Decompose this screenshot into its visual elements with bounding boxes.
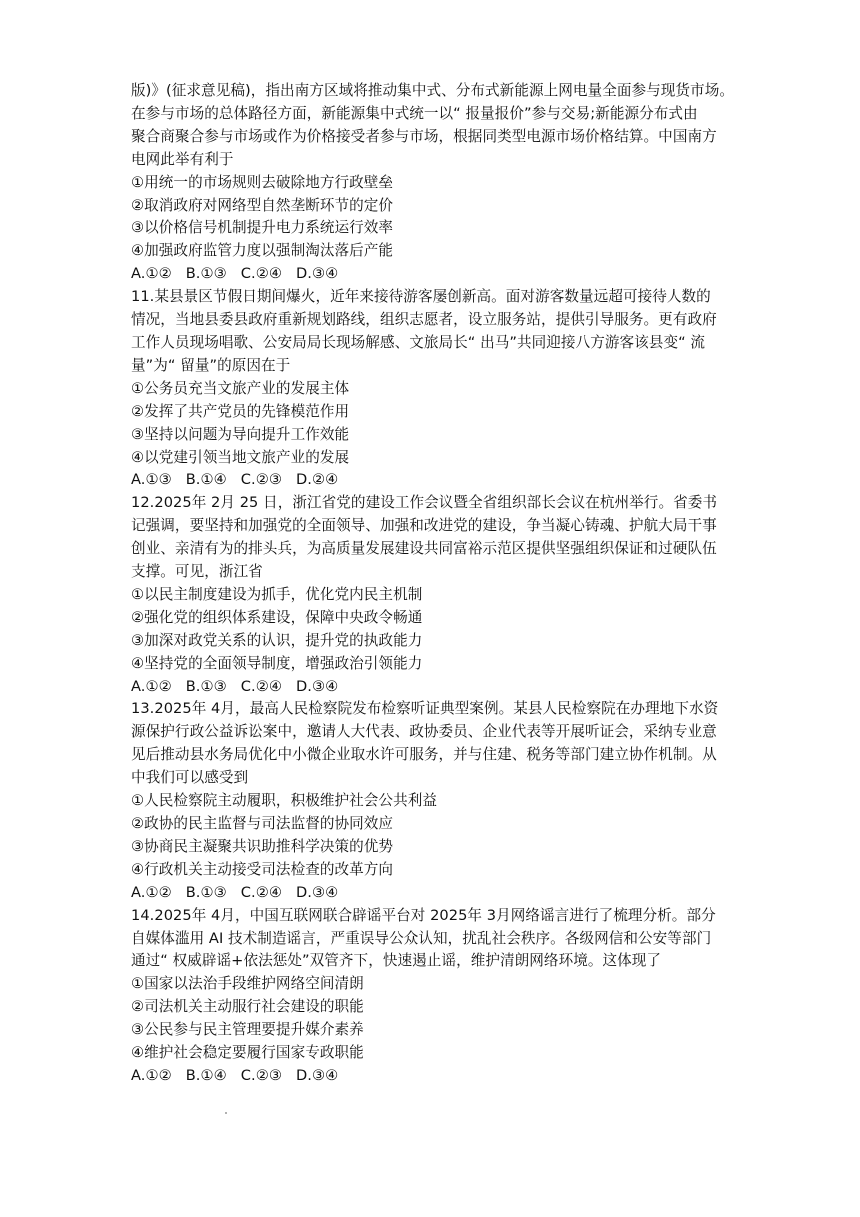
- option-a: A.①②: [131, 677, 172, 695]
- choice-item-4: ④以党建引领当地文旅产业的发展: [131, 448, 350, 466]
- question-14: [131, 905, 731, 1088]
- question-text-line: 聚合商聚合参与市场或作为价格接受者参与市场，根据同类型电源市场价格结算。中国南方: [131, 127, 717, 145]
- answer-options: [131, 882, 731, 905]
- option-d: D.③④: [295, 677, 339, 695]
- question-text-line: 见后推动县水务局优化中小微企业取水许可服务，并与住建、税务等部门建立协作机制。从: [131, 746, 717, 764]
- choice-item-2: ②发挥了共产党员的先锋模范作用: [131, 402, 350, 420]
- choice-item-3: ③公民参与民主管理要提升媒介素养: [131, 1021, 364, 1039]
- option-c: C.②③: [240, 1066, 282, 1084]
- question-10: [131, 80, 734, 286]
- choice-item-2: ②取消政府对网络型自然垄断环节的定价: [131, 196, 394, 214]
- choice-item-3: ③加深对政党关系的认识，提升党的执政能力: [131, 631, 423, 649]
- question-text-line: 量”为“ 留量”的原因在于: [131, 356, 291, 374]
- choice-item-4: ④坚持党的全面领导制度，增强政治引领能力: [131, 654, 423, 672]
- option-d: D.③④: [295, 1066, 339, 1084]
- choice-item-4: ④维护社会稳定要履行国家专政职能: [131, 1044, 364, 1062]
- choice-item-3: ③坚持以问题为导向提升工作效能: [131, 425, 350, 443]
- choice-item-1: ①国家以法治手段维护网络空间清朗: [131, 975, 364, 993]
- question-text-line: 13.2025年 4月，最高人民检察院发布检察听证典型案例。某县人民检察院在办理地下水资: [131, 700, 719, 718]
- option-b: B.①③: [185, 265, 227, 283]
- option-c: C.②④: [240, 677, 282, 695]
- question-text-line: 版)》(征求意见稿)，指出南方区域将推动集中式、分布式新能源上网电量全面参与现货市场。: [131, 82, 734, 99]
- question-text-line: 创业、亲清有为的排头兵，为高质量发展建设共同富裕示范区提供坚强组织保证和过硬队伍: [131, 540, 717, 558]
- answer-options: [131, 469, 731, 492]
- answer-options: [131, 676, 731, 699]
- option-a: A.①②: [131, 883, 172, 901]
- option-d: D.③④: [295, 883, 339, 901]
- option-a: A.①②: [131, 265, 172, 283]
- question-text-line: 情况，当地县委县政府重新规划路线，组织志愿者，设立服务站，提供引导服务。更有政府: [131, 311, 717, 329]
- question-13: [131, 698, 731, 904]
- exam-page: [131, 80, 734, 1088]
- question-text-line: 源保护行政公益诉讼案中，邀请人大代表、政协委员、企业代表等开展听证会，采纳专业意: [131, 723, 717, 741]
- choice-item-1: ①用统一的市场规则去破除地方行政壁垒: [131, 173, 394, 191]
- option-b: B.①③: [185, 883, 227, 901]
- option-b: B.①③: [185, 677, 227, 695]
- scan-speck-bottom: [225, 1112, 227, 1114]
- choice-item-1: ①公务员充当文旅产业的发展主体: [131, 379, 350, 397]
- option-b: B.①④: [185, 471, 227, 489]
- choice-item-4: ④加强政府监管力度以强制淘汰落后产能: [131, 242, 394, 260]
- choice-item-2: ②强化党的组织体系建设，保障中央政令畅通: [131, 608, 423, 626]
- option-b: B.①④: [185, 1066, 227, 1084]
- choice-item-2: ②司法机关主动服行社会建设的职能: [131, 998, 364, 1016]
- question-text-line: 中我们可以感受到: [131, 769, 249, 787]
- option-a: A.①③: [131, 471, 172, 489]
- question-12: [131, 492, 731, 698]
- question-text-line: 自媒体滥用 AI 技术制造谣言，严重误导公众认知，扰乱社会秩序。各级网信和公安等部门: [131, 929, 712, 947]
- question-11: [131, 286, 731, 492]
- question-text-line: 11.某县景区节假日期间爆火，近年来接待游客屡创新高。面对游客数量远超可接待人数的: [131, 288, 711, 306]
- option-c: C.②④: [240, 265, 282, 283]
- question-text-line: 工作人员现场唱歌、公安局局长现场解感、文旅局长“ 出马”共同迎接八方游客该县变“ 流: [131, 333, 706, 351]
- choice-item-1: ①以民主制度建设为抓手，优化党内民主机制: [131, 585, 423, 603]
- option-d: D.③④: [295, 265, 339, 283]
- choice-item-3: ③协商民主凝聚共识助推科学决策的优势: [131, 837, 394, 855]
- question-text-line: 在参与市场的总体路径方面，新能源集中式统一以“ 报量报价”参与交易;新能源分布式由: [131, 104, 698, 122]
- choice-item-1: ①人民检察院主动履职，积极维护社会公共利益: [131, 792, 438, 810]
- question-text-line: 12.2025年 2月 25 日，浙江省党的建设工作会议暨全省组织部长会议在杭州举行。省委书: [131, 494, 718, 512]
- question-text-line: 电网此举有利于: [131, 150, 234, 168]
- question-text-line: 支撑。可见，浙江省: [131, 563, 263, 581]
- option-c: C.②④: [240, 883, 282, 901]
- option-a: A.①②: [131, 1066, 172, 1084]
- option-d: D.②④: [295, 471, 339, 489]
- question-text-line: 记强调，要坚持和加强党的全面领导、加强和改进党的建设，争当凝心铸魂、护航大局干事: [131, 517, 717, 535]
- choice-item-3: ③以价格信号机制提升电力系统运行效率: [131, 219, 394, 237]
- question-text-line: 通过“ 权威辟谣+依法惩处”双管齐下，快速遏止谣，维护清朗网络环境。这体现了: [131, 952, 662, 970]
- choice-item-2: ②政协的民主监督与司法监督的协同效应: [131, 815, 394, 832]
- answer-options: [131, 1065, 731, 1088]
- option-c: C.②③: [240, 471, 282, 489]
- answer-options: [131, 263, 731, 286]
- question-text-line: 14.2025年 4月，中国互联网联合辟谣平台对 2025年 3月网络谣言进行了梳理分析。部分: [131, 906, 716, 924]
- choice-item-4: ④行政机关主动接受司法检查的改革方向: [131, 860, 394, 878]
